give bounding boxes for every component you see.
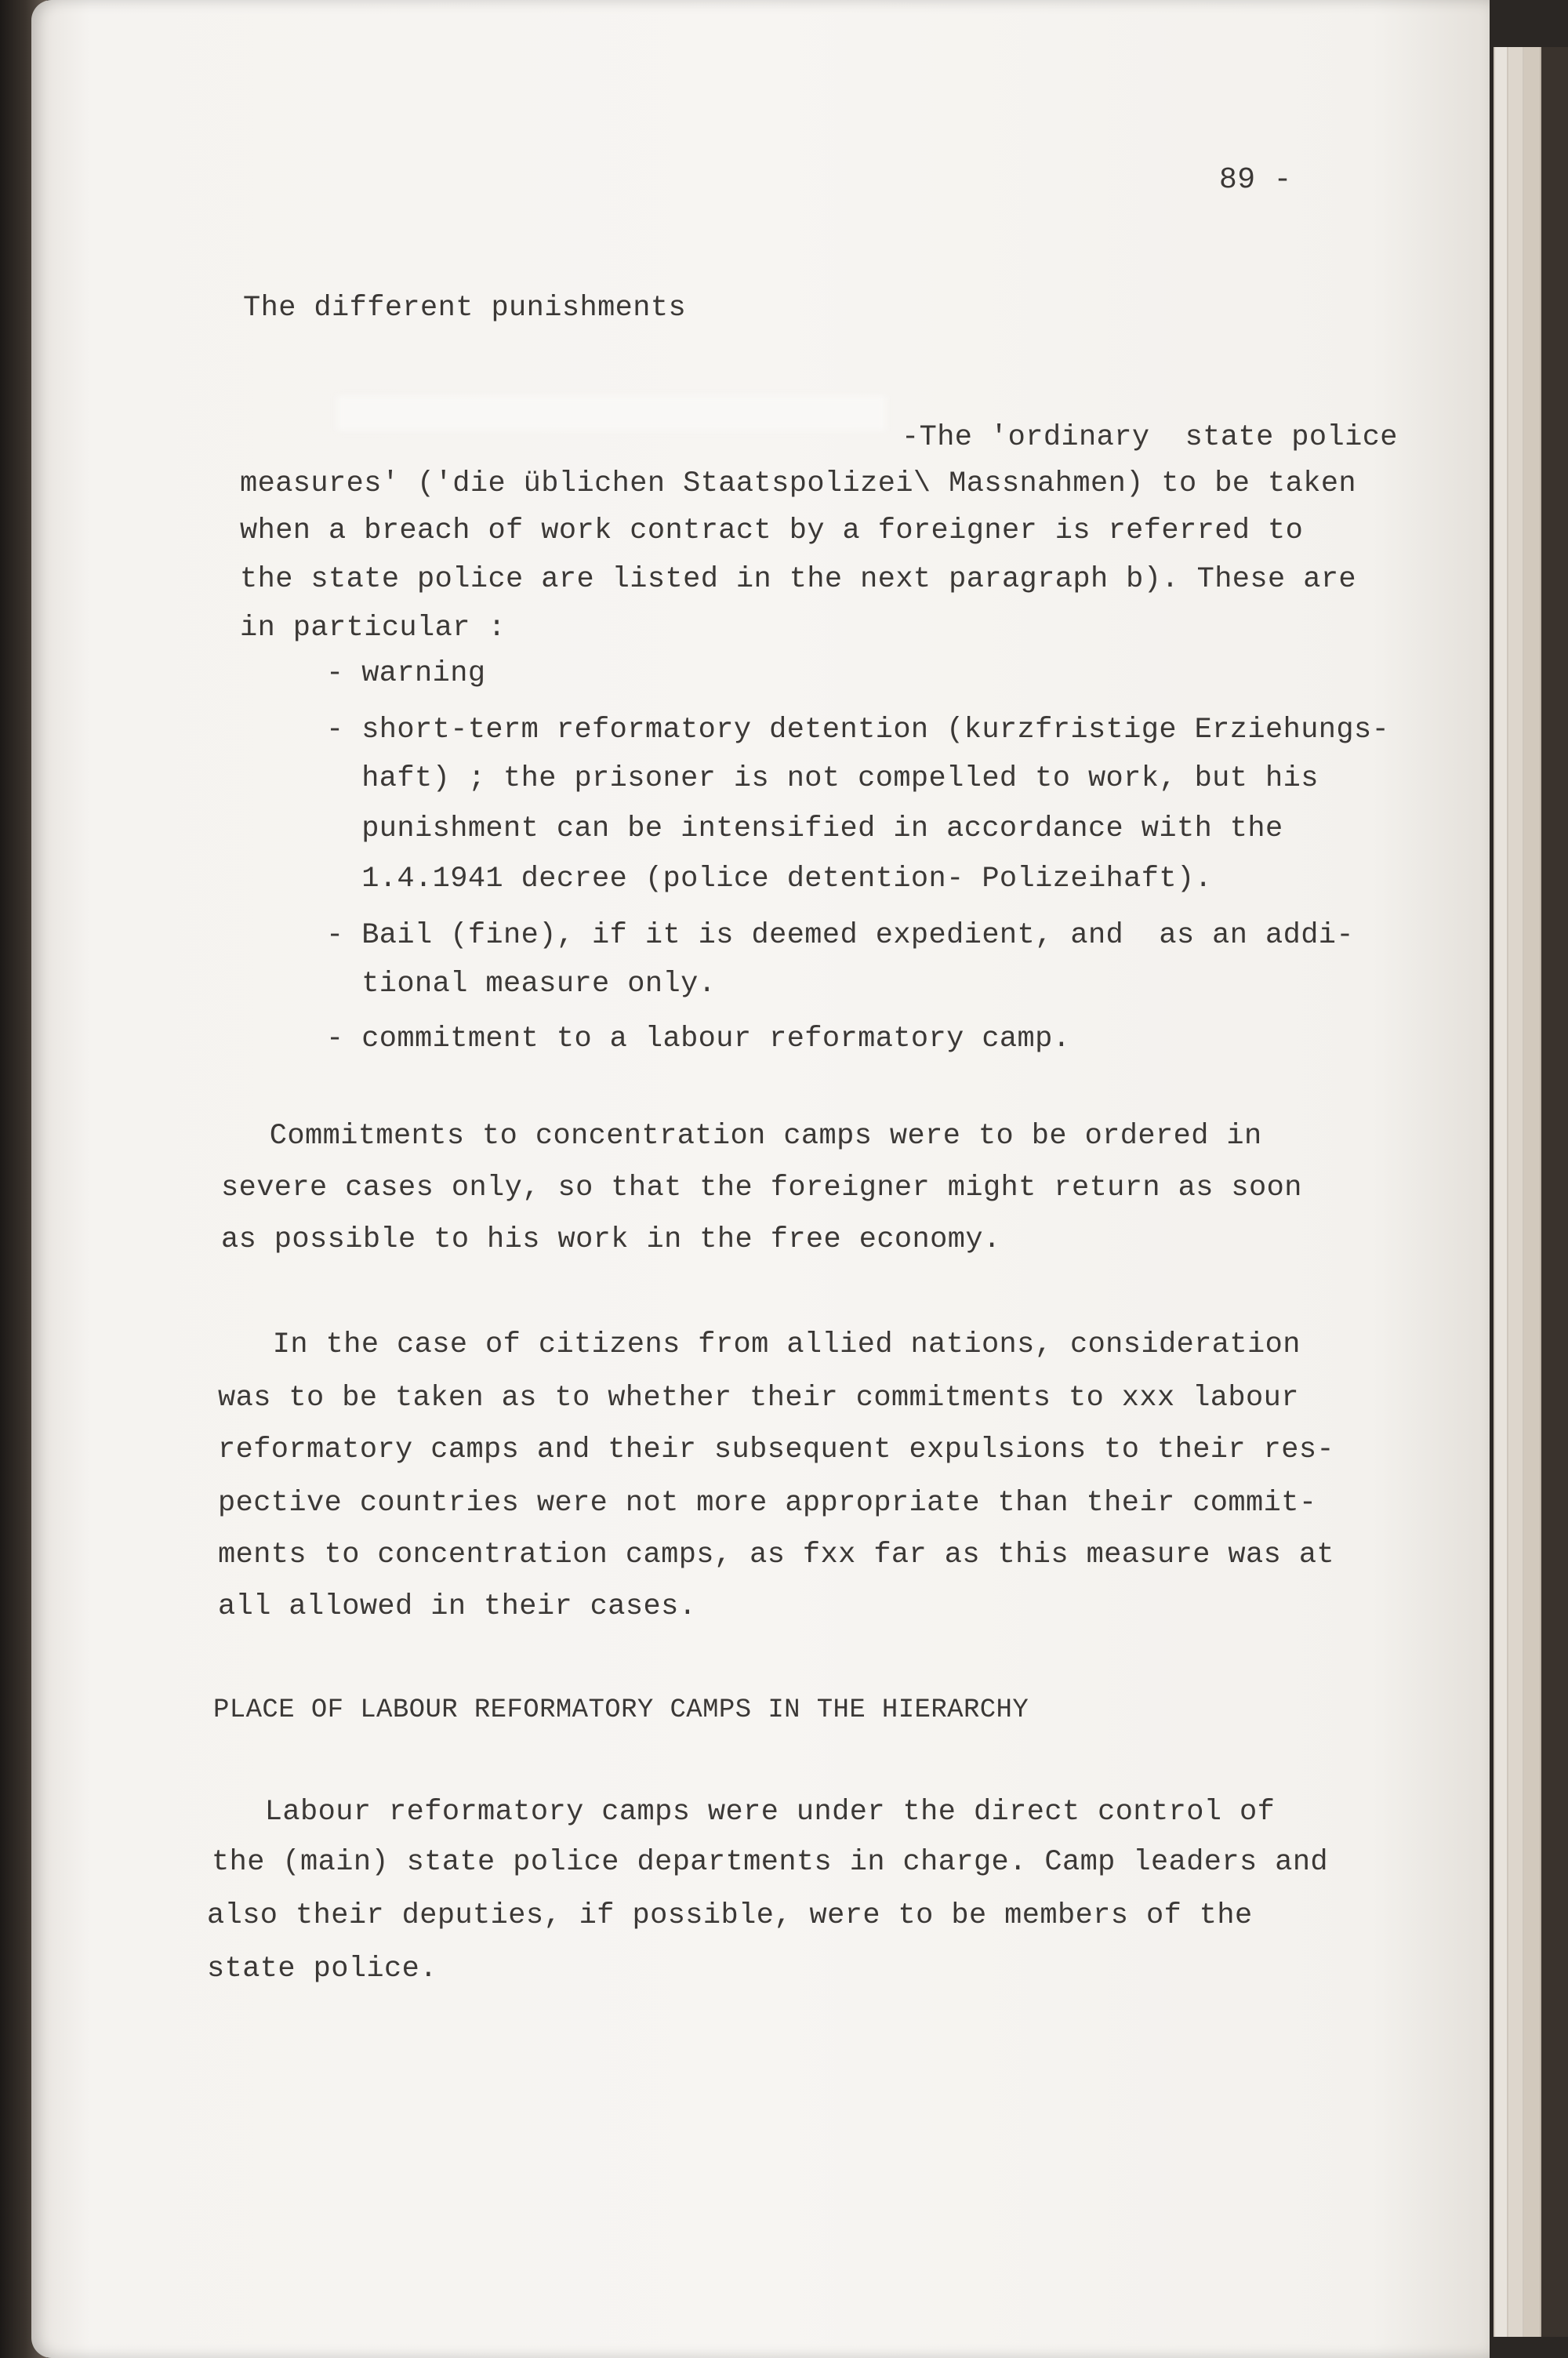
text-line: Commitments to concentration camps were to be ordered in	[216, 1120, 1262, 1153]
text-line: severe cases only, so that the foreigner might return as soon	[221, 1172, 1302, 1204]
section-heading: The different punishments	[243, 292, 687, 325]
text-line: the (main) state police departments in charge. Camp leaders and	[212, 1846, 1329, 1879]
section-heading: PLACE OF LABOUR REFORMATORY CAMPS IN THE HIERARCHY	[213, 1695, 1029, 1725]
text-line: state police.	[207, 1953, 437, 1986]
text-line: as possible to his work in the free economy.	[221, 1223, 1001, 1256]
list-item: - short-term reformatory detention (kurzfristige Erziehungs-	[326, 714, 1390, 747]
text-line: In the case of citizens from allied nations, consideration	[220, 1328, 1301, 1361]
text-line: ments to concentration camps, as fxx far as this measure was at	[218, 1539, 1335, 1571]
text-line: Labour reformatory camps were under the direct control of	[212, 1796, 1276, 1829]
list-item: tional measure only.	[326, 968, 717, 1001]
text-line: reformatory camps and their subsequent expulsions to their res-	[218, 1433, 1335, 1466]
text-line: all allowed in their cases.	[218, 1590, 697, 1623]
text-line: -The 'ordinary state police	[902, 421, 1398, 454]
text-line: measures' ('die üblichen Staatspolizei\ Massnahmen) to be taken	[240, 467, 1357, 500]
text-line: pective countries were not more appropriate than their commit-	[218, 1487, 1317, 1520]
list-item: haft) ; the prisoner is not compelled to work, but his	[326, 762, 1319, 795]
list-item: 1.4.1941 decree (police detention- Polizeihaft).	[326, 863, 1213, 896]
page-number: 89 -	[1219, 163, 1292, 197]
text-line: in particular :	[240, 612, 506, 645]
list-item: - commitment to a labour reformatory camp.	[326, 1023, 1071, 1055]
text-line: also their deputies, if possible, were to be members of the	[207, 1899, 1253, 1932]
text-line: the state police are listed in the next paragraph b). These are	[240, 563, 1357, 596]
text-line: when a breach of work contract by a foreigner is referred to	[240, 514, 1304, 547]
text-line: was to be taken as to whether their commitments to xxx labour	[218, 1382, 1299, 1415]
redaction-mark	[337, 396, 886, 431]
page-edge	[1540, 47, 1568, 2337]
list-item: - Bail (fine), if it is deemed expedient, and as an addi-	[326, 919, 1355, 952]
list-item: - warning	[326, 657, 486, 690]
list-item: punishment can be intensified in accordance with the	[326, 812, 1283, 845]
